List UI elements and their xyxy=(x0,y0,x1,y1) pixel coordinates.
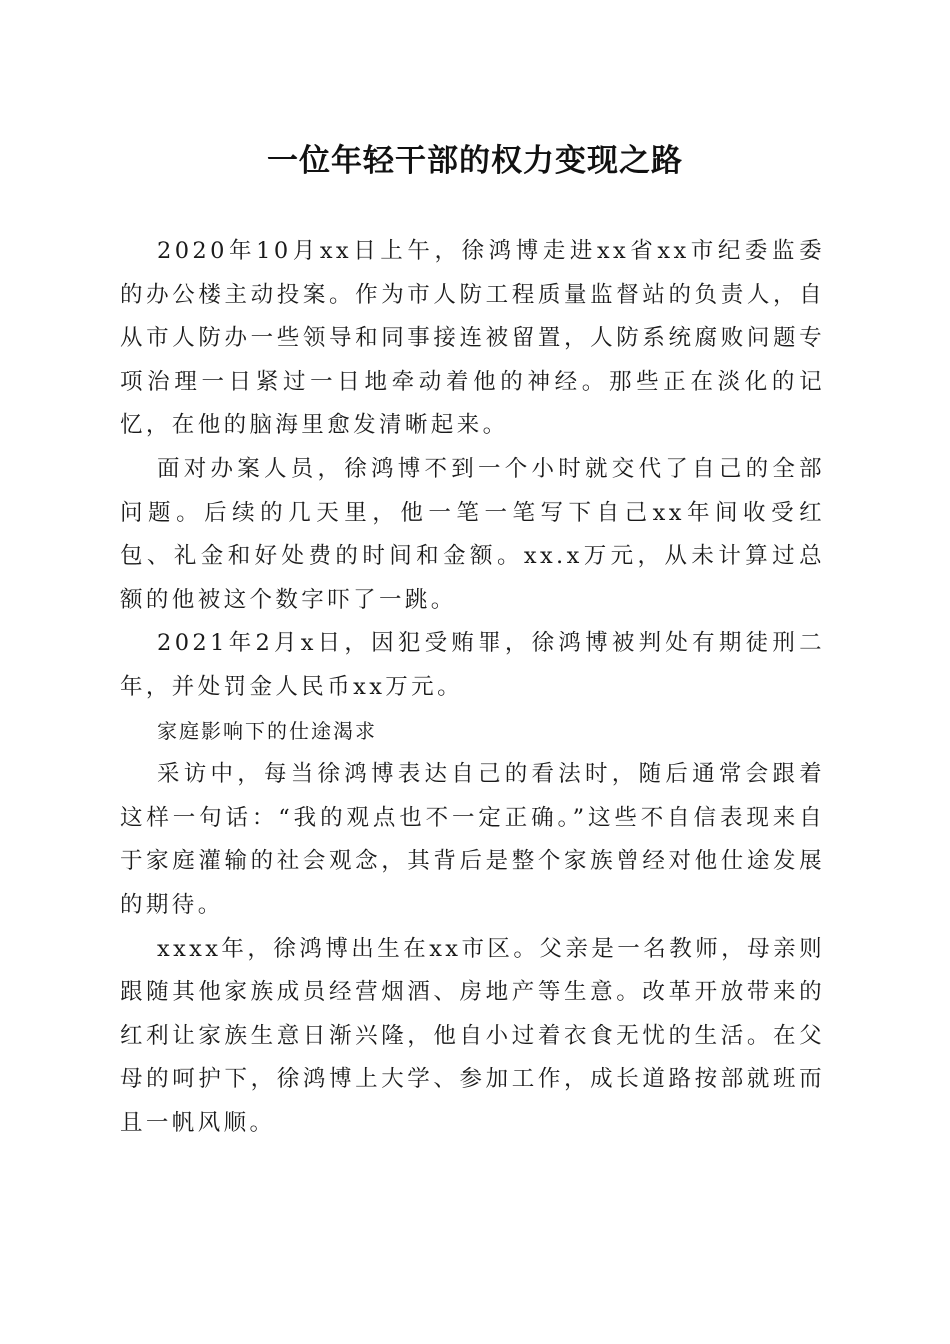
paragraph-3: 2021年2月x日，因犯受贿罪，徐鸿博被判处有期徒刑二年，并处罚金人民币xx万元。 xyxy=(120,630,825,700)
paragraph-2: 面对办案人员，徐鸿博不到一个小时就交代了自己的全部问题。后续的几天里，他一笔一笔写下自己xx年间收受红包、礼金和好处费的时间和金额。xx.x万元，从未计算过总额的他被这个数字吓了一跳。 xyxy=(120,455,825,613)
paragraph-1: 2020年10月xx日上午，徐鸿博走进xx省xx市纪委监委的办公楼主动投案。作为市人防工程质量监督站的负责人，自从市人防办一些领导和同事接连被留置，人防系统腐败问题专项治理一日紧过一日地牵动着他的神经。那些正在淡化的记忆，在他的脑海里愈发清晰起来。 xyxy=(120,238,825,439)
document-title: 一位年轻干部的权力变现之路 xyxy=(267,143,683,179)
section-heading: 家庭影响下的仕途渴求 xyxy=(157,718,377,743)
paragraph-5: xxxx年，徐鸿博出生在xx市区。父亲是一名教师，母亲则跟随其他家族成员经营烟酒、房地产等生意。改革开放带来的红利让家族生意日渐兴隆，他自小过着衣食无忧的生活。在父母的呵护下，徐鸿博上大学、参加工作，成长道路按部就班而且一帆风顺。 xyxy=(120,935,825,1136)
paragraph-4: 采访中，每当徐鸿博表达自己的看法时，随后通常会跟着这样一句话：“我的观点也不一定正确。”这些不自信表现来自于家庭灌输的社会观念，其背后是整个家族曾经对他仕途发展的期待。 xyxy=(120,761,825,918)
document-body xyxy=(120,230,825,1145)
